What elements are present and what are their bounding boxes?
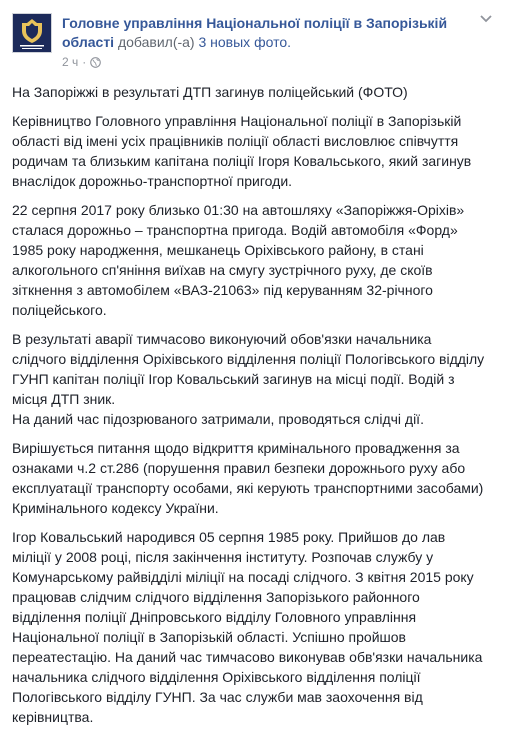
post-text-line: алкогольного сп'яніння виїхав на смугу зустрічного руху, де скоїв — [12, 262, 433, 278]
more-options-icon[interactable] — [476, 12, 496, 26]
meta-separator: · — [82, 55, 87, 69]
post-text-line: керівництва. — [12, 709, 94, 725]
page-avatar[interactable] — [12, 13, 52, 53]
post-text-line: На даний час підозрюваного затримали, проводяться слідчі дії. — [12, 411, 424, 427]
police-logo — [13, 14, 51, 52]
post-text-line: переатестацію. На даний час тимчасово виконував обв'язки начальника — [12, 649, 483, 665]
post-text-line: Національної поліції в Запорізькій області. Успішно пройшов — [12, 629, 406, 645]
post-text-line: Ігор Ковальський народився 05 серпня 1985 року. Прийшов до лав — [12, 529, 446, 545]
post-text-line: Комунарському райвідділі міліції на посаді слідчого. З квітня 2015 року — [12, 569, 474, 585]
post-text-line: експлуатації транспорту особами, які керують транспортними засобами) — [12, 480, 484, 496]
post-text-line: Вирішується питання щодо відкриття кримінального провадження за — [12, 440, 460, 456]
post-paragraph — [12, 200, 496, 320]
post-text-line: зіткнення з автомобілем «ВАЗ-21063» під керуванням 32-річного — [12, 282, 433, 298]
author-name-link[interactable]: Головне управління Національної поліції в Запорізькій області — [62, 15, 448, 50]
post-text-line: місця ДТП зник. — [12, 391, 116, 407]
post-text-line: Керівництво Головного управління Національної поліції в Запорізькій — [12, 113, 462, 129]
post-text-line: В результаті аварії тимчасово виконуючий обов'язки начальника — [12, 331, 432, 347]
post-text-line: 22 серпня 2017 року близько 01:30 на автошляху «Запоріжжя-Оріхів» — [12, 202, 465, 218]
action-text: добавил(-а) — [117, 34, 195, 50]
post-paragraph — [12, 82, 496, 102]
post-body — [12, 82, 496, 736]
post-text-line: сталася дорожньо – транспортна пригода. Водій автомобіля «Форд» — [12, 222, 458, 238]
post-text-line: ознаками ч.2 ст.286 (порушення правил безпеки дорожнього руху або — [12, 460, 466, 476]
post-paragraph — [12, 111, 496, 191]
post-text-line: області від імені усіх працівників поліції області висловлює співчуття — [12, 133, 459, 149]
post-header — [12, 10, 502, 70]
post-text-line: На Запоріжжі в результаті ДТП загинув поліцейський (ФОТО) — [12, 84, 408, 100]
post-text-line: Кримінального кодексу України. — [12, 500, 219, 516]
post-text-line: родичам та близьким капітана поліції Ігоря Ковальського, який загинув — [12, 153, 472, 169]
post-text-line: міліції у 2008 році, після закінчення інституту. Розпочав службу у — [12, 549, 434, 565]
post-text-line: поліцейського. — [12, 302, 107, 318]
post-text-line: начальника слідчого відділення Оріхівського відділення поліції — [12, 669, 421, 685]
post-text-line: внаслідок дорожньо-транспортної пригоди. — [12, 173, 293, 189]
post-text-line: відділення поліції Дніпровського відділу Головного управління — [12, 609, 417, 625]
photos-link[interactable]: 3 новых фото. — [198, 34, 291, 50]
post-text-line: працював слідчим слідчого відділення Запорізького районного — [12, 589, 420, 605]
post-text-line: слідчого відділення Оріхівського відділення поліції Пологівського відділу — [12, 351, 485, 367]
post-text-line: Пологівського відділу ГУНП. За час служби мав заохочення від — [12, 689, 423, 705]
post-meta — [62, 55, 101, 69]
post-paragraph — [12, 527, 496, 727]
post-text-line: ГУНП капітан поліції Ігор Ковальський загинув на місці події. Водій з — [12, 371, 455, 387]
post-paragraph — [12, 438, 496, 518]
post-text-line: 1985 року народження, мешканець Оріхівського району, в стані — [12, 242, 424, 258]
post-timestamp[interactable]: 2 ч — [62, 55, 79, 69]
globe-icon[interactable] — [90, 57, 101, 68]
author-line — [62, 14, 462, 52]
post-paragraph — [12, 329, 496, 429]
